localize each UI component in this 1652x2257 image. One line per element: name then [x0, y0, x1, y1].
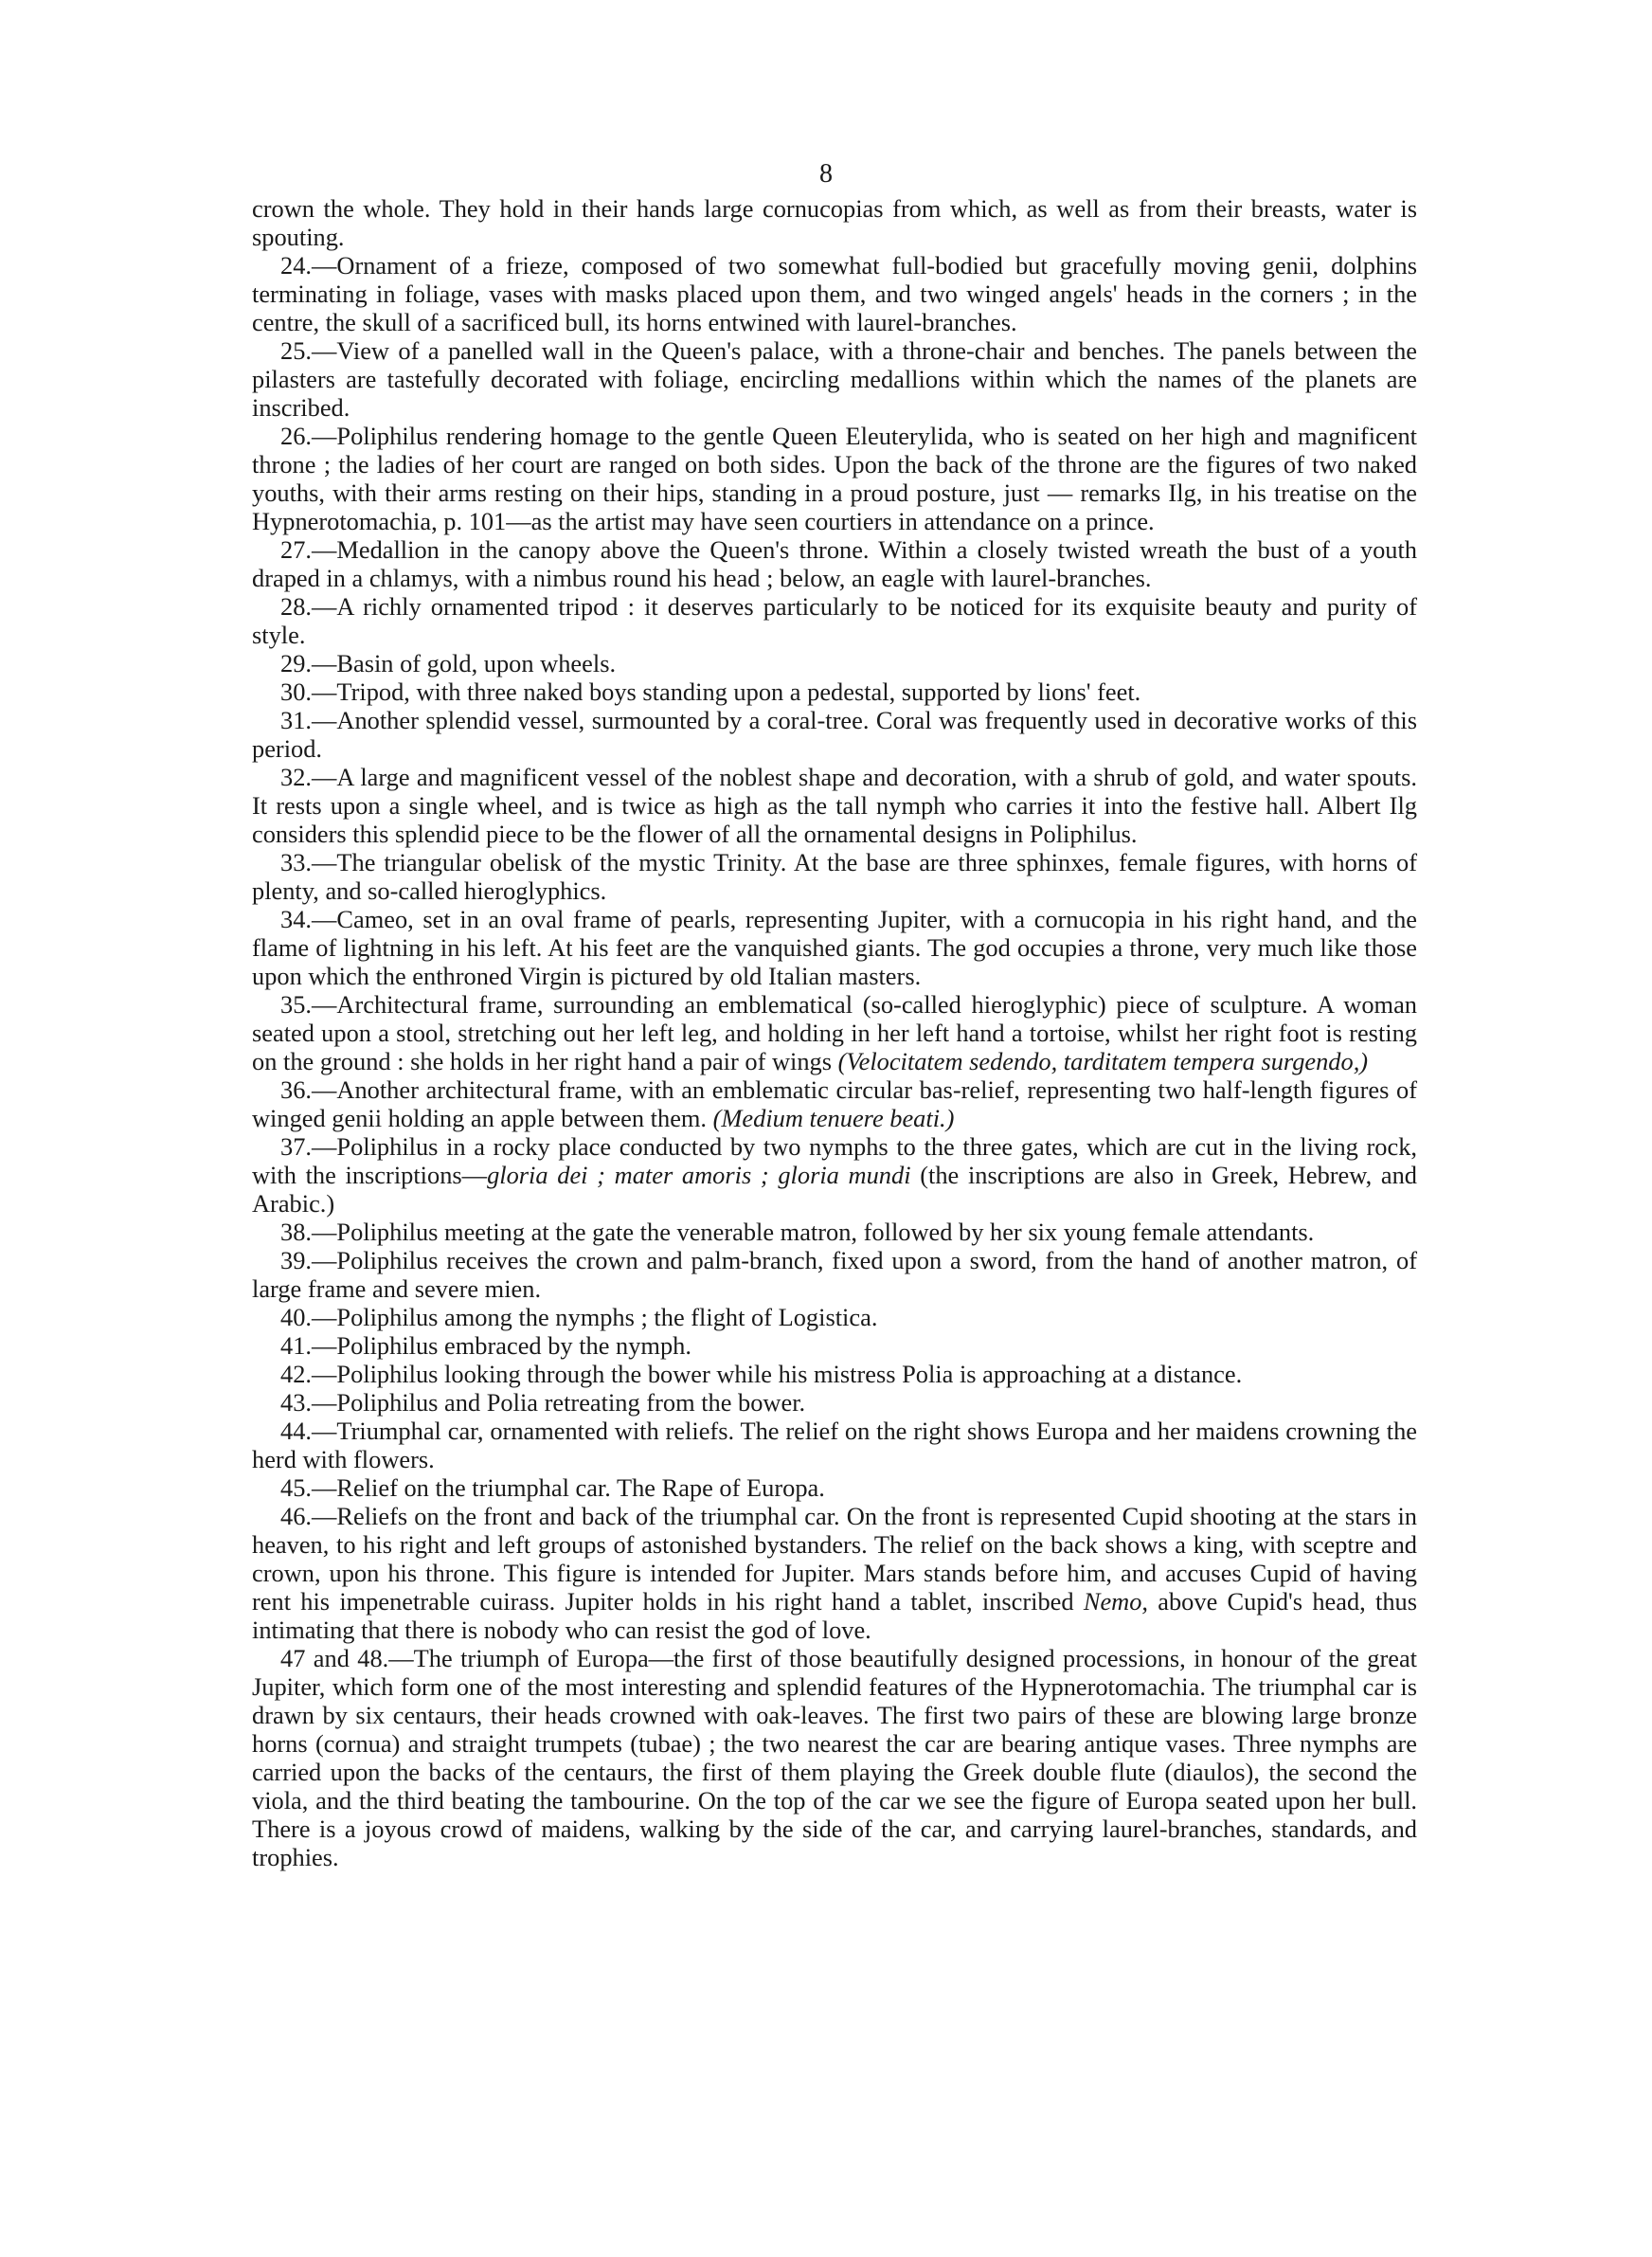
entry-27 [252, 535, 1417, 592]
entry-46 [252, 1502, 1417, 1644]
entry-number: 35.— [280, 990, 337, 1019]
entry-number: 24.— [280, 251, 337, 280]
entry-italic: (Velocitatem sedendo, tarditatem tempera surgendo,) [837, 1047, 1369, 1075]
entry-number: 29.— [280, 649, 337, 677]
entry-32 [252, 763, 1417, 848]
entry-text: Basin of gold, upon wheels. [336, 649, 617, 677]
intro-paragraph: crown the whole. They hold in their hands large cornucopias from which, as well as from their breasts, water is spouting. [252, 194, 1417, 251]
entry-text: Another splendid vessel, surmounted by a coral-tree. Coral was frequently used in decorative works of this period. [252, 706, 1417, 763]
entry-34 [252, 905, 1417, 990]
entry-italic: Nemo, [1083, 1587, 1149, 1616]
entry-number: 44.— [280, 1417, 337, 1445]
entry-number: 41.— [280, 1331, 337, 1360]
entry-number: 43.— [280, 1388, 337, 1417]
entry-text: Poliphilus and Polia retreating from the bower. [336, 1388, 806, 1417]
entry-text: Ornament of a frieze, composed of two somewhat full-bodied but gracefully moving genii, dolphins terminating in foliage, vases with masks placed upon them, and two winged angels' heads in the corners ; in the centre, the skull of a sacrificed bull, its horns entwined with laurel-branches. [252, 251, 1417, 336]
entry-47-48 [252, 1644, 1417, 1871]
entry-37 [252, 1132, 1417, 1218]
entry-28 [252, 592, 1417, 649]
entry-number: 25.— [280, 336, 337, 365]
entry-number: 26.— [280, 422, 337, 450]
entry-number: 45.— [280, 1473, 337, 1502]
entry-text: Another architectural frame, with an emblematic circular bas-relief, representing two half-length figures of winged genii holding an apple between them. [252, 1075, 1417, 1132]
entry-24 [252, 251, 1417, 336]
entry-text: Reliefs on the front and back of the triumphal car. On the front is represented Cupid shooting at the stars in heaven, to his right and left groups of astonished bystanders. The relief on the back shows a king, with sceptre and crown, upon his throne. This figure is intended for Jupiter. Mars stands before him, and accuses Cupid of having rent his impenetrable cuirass. Jupiter holds in his right hand a tablet, inscribed [252, 1502, 1417, 1616]
entry-29 [252, 649, 1417, 677]
entry-text: Poliphilus meeting at the gate the venerable matron, followed by her six young female attendants. [336, 1218, 1315, 1246]
entry-number: 42.— [280, 1360, 337, 1388]
entry-text: View of a panelled wall in the Queen's palace, with a throne-chair and benches. The panels between the pilasters are tastefully decorated with foliage, encircling medallions within which the names of the planets are inscribed. [252, 336, 1417, 422]
entry-number: 39.— [280, 1246, 337, 1274]
entry-43 [252, 1388, 1417, 1417]
entry-26 [252, 422, 1417, 535]
entry-text: Poliphilus looking through the bower while his mistress Polia is approaching at a distance. [336, 1360, 1243, 1388]
entry-text: Poliphilus rendering homage to the gentle Queen Eleuterylida, who is seated on her high and magnificent throne ; the ladies of her court are ranged on both sides. Upon the back of the throne are the figures of two naked youths, with their arms resting on their hips, standing in a proud posture, just — remarks Ilg, in his treatise on the Hypnerotomachia, p. 101—as the artist may have seen courtiers in attendance on a prince. [252, 422, 1417, 535]
entry-text: Tripod, with three naked boys standing upon a pedestal, supported by lions' feet. [336, 677, 1141, 706]
entry-number: 36.— [280, 1075, 337, 1104]
entry-number: 40.— [280, 1303, 337, 1331]
entry-number: 30.— [280, 677, 337, 706]
entry-number: 31.— [280, 706, 337, 734]
entry-text: Poliphilus among the nymphs ; the flight of Logistica. [336, 1303, 878, 1331]
body-text [252, 194, 1417, 1871]
entry-text: A richly ornamented tripod : it deserves particularly to be noticed for its exquisite beauty and purity of style. [252, 592, 1417, 649]
entry-25 [252, 336, 1417, 422]
entry-italic: gloria dei ; mater amoris ; gloria mundi [487, 1161, 911, 1189]
entry-41 [252, 1331, 1417, 1360]
entry-number: 28.— [280, 592, 337, 621]
entry-text: Architectural frame, surrounding an emblematical (so-called hieroglyphic) piece of sculpture. A woman seated upon a stool, stretching out her left leg, and holding in her left hand a tortoise, whilst her right foot is resting on the ground : she holds in her right hand a pair of wings [252, 990, 1417, 1075]
entry-number: 33.— [280, 848, 337, 876]
entry-45 [252, 1473, 1417, 1502]
entry-text: Cameo, set in an oval frame of pearls, representing Jupiter, with a cornucopia in his right hand, and the flame of lightning in his left. At his feet are the vanquished giants. The god occupies a throne, very much like those upon which the enthroned Virgin is pictured by old Italian masters. [252, 905, 1417, 990]
entry-text: The triangular obelisk of the mystic Trinity. At the base are three sphinxes, female figures, with horns of plenty, and so-called hieroglyphics. [252, 848, 1417, 905]
entry-text: Relief on the triumphal car. The Rape of Europa. [336, 1473, 825, 1502]
entry-italic: (Medium tenuere beati.) [712, 1104, 955, 1132]
entry-number: 37.— [280, 1132, 337, 1161]
entry-40 [252, 1303, 1417, 1331]
entry-number: 27.— [280, 535, 337, 564]
entry-text: Medallion in the canopy above the Queen's throne. Within a closely twisted wreath the bust of a youth draped in a chlamys, with a nimbus round his head ; below, an eagle with laurel-branches. [252, 535, 1417, 592]
entry-number: 38.— [280, 1218, 337, 1246]
entry-text: The triumph of Europa—the first of those beautifully designed processions, in honour of the great Jupiter, which form one of the most interesting and splendid features of the Hypnerotomachia. The triumphal car is drawn by six centaurs, their heads crowned with oak-leaves. The first two pairs of these are blowing large bronze horns (cornua) and straight trumpets (tubae) ; the two nearest the car are bearing antique vases. Three nymphs are carried upon the backs of the centaurs, the first of them playing the Greek double flute (diaulos), the second the viola, and the third beating the tambourine. On the top of the car we see the figure of Europa seated upon her bull. There is a joyous crowd of maidens, walking by the side of the car, and carrying laurel-branches, standards, and trophies. [252, 1644, 1417, 1871]
entry-35 [252, 990, 1417, 1075]
entry-38 [252, 1218, 1417, 1246]
entry-number: 47 and 48.— [280, 1644, 414, 1672]
entry-39 [252, 1246, 1417, 1303]
entry-text: Poliphilus embraced by the nymph. [336, 1331, 691, 1360]
entry-31 [252, 706, 1417, 763]
entry-number: 34.— [280, 905, 337, 933]
entry-42 [252, 1360, 1417, 1388]
entry-30 [252, 677, 1417, 706]
entry-number: 46.— [280, 1502, 337, 1530]
entry-text-after: (the inscriptions are also in Greek, Hebrew, and Arabic.) [252, 1161, 1417, 1218]
entry-text: Poliphilus receives the crown and palm-branch, fixed upon a sword, from the hand of another matron, of large frame and severe mien. [252, 1246, 1417, 1303]
entry-36 [252, 1075, 1417, 1132]
entry-44 [252, 1417, 1417, 1473]
entry-33 [252, 848, 1417, 905]
entry-text: A large and magnificent vessel of the noblest shape and decoration, with a shrub of gold, and water spouts. It rests upon a single wheel, and is twice as high as the tall nymph who carries it into the festive hall. Albert Ilg considers this splendid piece to be the flower of all the ornamental designs in Poliphilus. [252, 763, 1417, 848]
entry-text: Triumphal car, ornamented with reliefs. The relief on the right shows Europa and her maidens crowning the herd with flowers. [252, 1417, 1417, 1473]
entry-text-after: above Cupid's head, thus intimating that there is nobody who can resist the god of love. [252, 1587, 1417, 1644]
entry-text: Poliphilus in a rocky place conducted by two nymphs to the three gates, which are cut in the living rock, with the inscriptions— [252, 1132, 1417, 1189]
entry-number: 32.— [280, 763, 337, 791]
page-number: 8 [819, 159, 833, 189]
